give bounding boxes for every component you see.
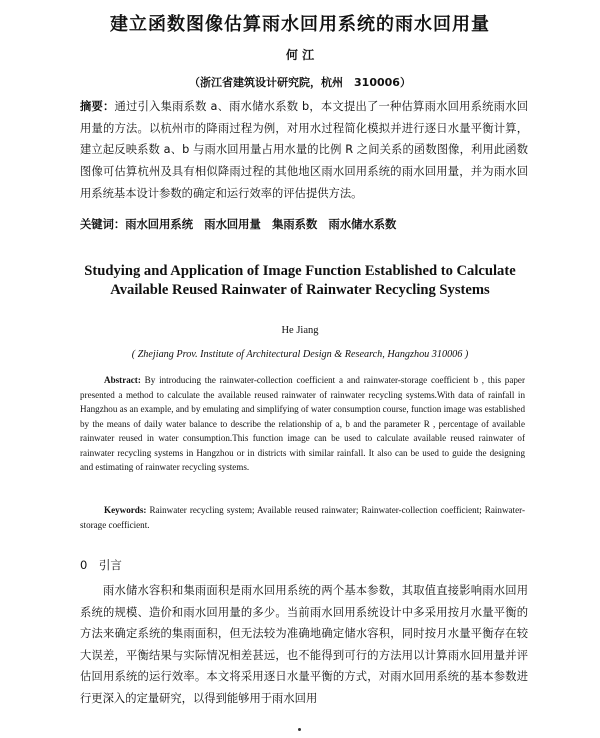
chinese-title: 建立函数图像估算雨水回用系统的雨水回用量	[110, 14, 490, 35]
chinese-keywords-text: 雨水回用系统 雨水回用量 集雨系数 雨水储水系数	[125, 218, 397, 231]
english-abstract	[80, 373, 525, 475]
chinese-abstract-text: 通过引入集雨系数 a、雨水储水系数 b，本文提出了一种估算雨水回用系统雨水回用量的方法。以杭州市的降雨过程为例，对用水过程简化模拟并进行逐日水量平衡计算，建立起反映系数 a、b 与雨水回用量占用水量的比例 R 之间关系的函数图像，利用此函数图像可估算杭州及具有相似降雨过程的其他地区雨水回用系统的雨水回用量，并为雨水回用系统基本设计参数的确定和运行效率的评估提供方法。	[80, 100, 528, 200]
english-keywords	[80, 503, 525, 532]
body-paragraph: 雨水储水容积和集雨面积是雨水回用系统的两个基本参数，其取值直接影响雨水回用系统的规模、造价和雨水回用量的多少。当前雨水回用系统设计中多采用按月水量平衡的方法来确定系统的集雨面积，但无法较为准确地确定储水容积，同时按月水量平衡存在较大误差，平衡结果与实际情况相差甚远，也不能得到可行的方法用以计算雨水回用量并评估回用系统的运行效率。本文将采用逐日水量平衡的方式，对雨水回用系统的基本参数进行更深入的定量研究，以得到能够用于雨水回用	[80, 584, 528, 705]
chinese-abstract-label: 摘要：	[80, 100, 115, 113]
english-keywords-text: Rainwater recycling system; Available reused rainwater; Rainwater-collection coefficient; Rainwater-storage coefficient.	[80, 505, 525, 530]
english-abstract-label: Abstract:	[104, 375, 141, 385]
english-affiliation: ( Zhejiang Prov. Institute of Architectural Design & Research, Hangzhou 310006 )	[131, 349, 469, 360]
chinese-affiliation: （浙江省建筑设计研究院，杭州 310006）	[189, 76, 411, 89]
section-heading: 0 引言	[80, 558, 122, 572]
chinese-abstract	[80, 96, 528, 205]
chinese-author: 何 江	[285, 48, 315, 62]
english-author: He Jiang	[281, 325, 319, 336]
english-abstract-text: By introducing the rainwater-collection coefficient a and rainwater-storage coefficient b , this paper presented a method to calculate the available reused rainwater of rainwater recycling systems.With data of rainfall in Hangzhou as an example, and by emulating and simplifying of water consumption course, function image was established by the means of daily water balance to describe the relationship of a, b and the parameter R , percentage of available rainwater reused in water consumption.This function image can be used to calculate available reused rainwater of rainwater recycling systems in Hangzhou or in districts with similar rainfall. It also can be used to guide the designing and estimating of rainwater recycling systems.	[80, 375, 525, 472]
chinese-keywords	[80, 216, 528, 232]
chinese-keywords-label: 关键词：	[80, 218, 126, 231]
english-title: Studying and Application of Image Function Established to Calculate Available Reused Rainwater of Rainwater Recycling Systems	[84, 263, 516, 298]
english-keywords-label: Keywords:	[104, 505, 147, 515]
page-footer-mark	[298, 728, 301, 731]
